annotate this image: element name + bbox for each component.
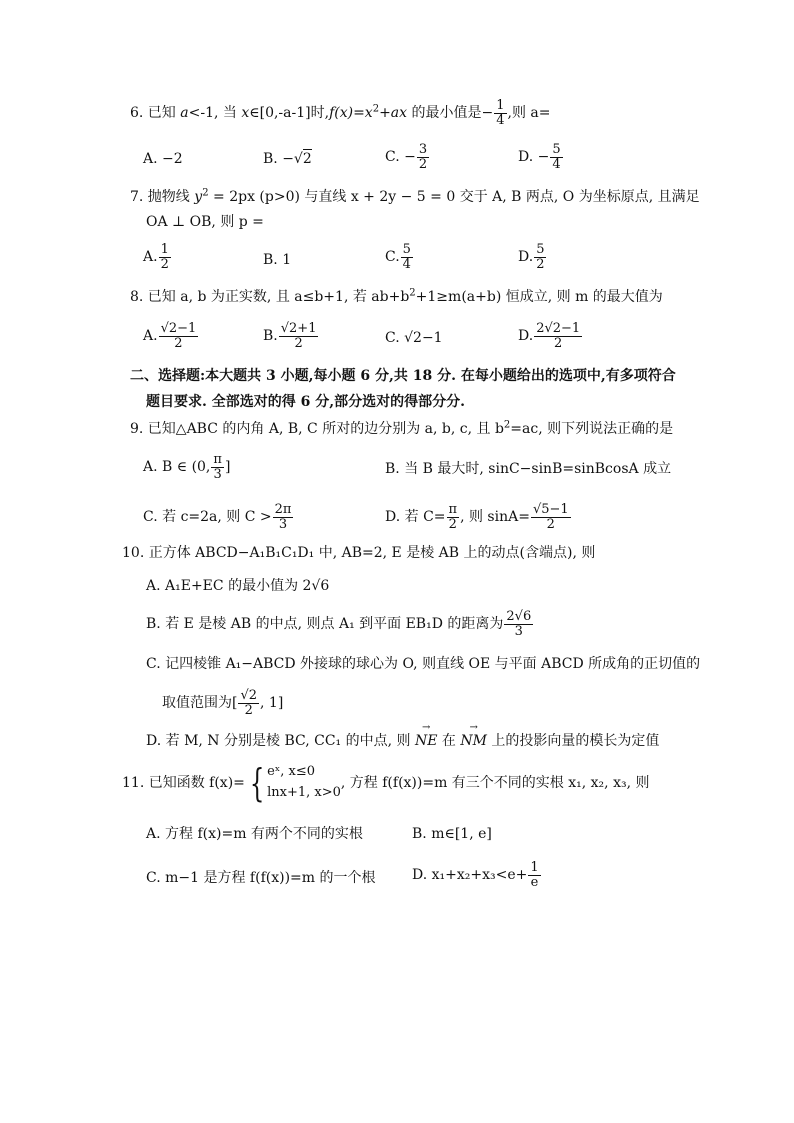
q11-option-b: B. m∈[1, e]	[412, 826, 492, 842]
q7-option-d	[518, 243, 547, 271]
q7-text-b: y	[194, 189, 203, 205]
section-2-header: 二、选择题:本大题共 3 小题,每小题 6 分,共 18 分. 在每小题给出的选项中,有多项符合	[130, 368, 676, 384]
q6-text-d: x	[241, 105, 250, 122]
q10-option-b	[146, 610, 534, 638]
q9-option-d-den2: 2	[546, 516, 555, 532]
question-10-stem: 10. 正方体 ABCD−A₁B₁C₁D₁ 中, AB=2, E 是棱 AB 上的动点(含端点), 则	[122, 545, 596, 561]
q6-option-b-pre: B. −√	[263, 151, 303, 167]
q11-option-d-frac	[528, 861, 540, 889]
q8-option-a-num: √2−1	[160, 321, 197, 336]
question-7-stem-line2: OA ⊥ OB, 则 p =	[146, 214, 264, 230]
q10-option-c-frac	[238, 689, 259, 717]
q7-option-a	[143, 243, 172, 271]
q8-text-c: +1≥m(a+b) 恒成立, 则 m 的最大值为	[415, 289, 663, 305]
q6-option-d-frac	[550, 143, 562, 171]
q10-option-c-pre: 取值范围为[	[162, 695, 238, 712]
q7-option-b: B. 1	[263, 252, 292, 268]
q7-option-c	[385, 243, 414, 271]
q9-option-a-den: 3	[213, 466, 222, 482]
q9-option-a-frac	[211, 453, 224, 481]
q9-option-a	[143, 453, 230, 481]
q9-option-d	[385, 503, 572, 531]
q10-option-a: A. A₁E+EC 的最小值为 2√6	[146, 578, 330, 594]
q11-option-a: A. 方程 f(x)=m 有两个不同的实根	[146, 826, 363, 842]
q11-option-d-pre: D. x₁+x₂+x₃<e+	[412, 867, 528, 884]
q6-option-d-pre: D. −	[518, 149, 550, 166]
q9-option-a-num: π	[213, 452, 222, 467]
q6-option-b-rad: 2	[302, 151, 312, 167]
q10-option-b-frac	[504, 610, 533, 638]
q11-text-pre: 11. 已知函数 f(x)=	[122, 774, 245, 791]
q7-option-c-pre: C.	[385, 249, 400, 266]
q9-option-d-frac	[447, 503, 460, 531]
q10-option-d-pre: D. 若 M, N 分别是棱 BC, CC₁ 的中点, 则	[146, 733, 415, 749]
q9-option-d-pre: D. 若 C=	[385, 509, 446, 526]
q8-option-a-den: 2	[174, 335, 183, 351]
q6-option-c	[385, 143, 430, 171]
section-2-header-line2: 题目要求. 全部选对的得 6 分,部分选对的得部分分.	[146, 394, 465, 410]
q11-option-d-den: e	[530, 874, 539, 890]
q9-option-d-den: 2	[448, 516, 457, 532]
q6-option-b	[263, 151, 312, 168]
question-11-stem	[122, 762, 649, 804]
q10-option-c-line2	[162, 689, 283, 717]
q11-case-2: lnx+1, x>0	[267, 784, 341, 800]
q9-option-c-frac	[273, 503, 294, 531]
q11-option-d	[412, 861, 542, 889]
q10-vector-nm: → NM	[460, 733, 487, 750]
q9-text-c: =ac, 则下列说法正确的是	[510, 421, 674, 437]
q11-option-d-num: 1	[530, 860, 539, 875]
q8-option-b-num: √2+1	[280, 321, 317, 336]
q7-option-c-num: 5	[402, 242, 411, 257]
q6-fraction	[494, 99, 506, 127]
q6-text-a: 6. 已知	[130, 105, 181, 122]
q6-text-e: ∈[0,-a-1]时,	[249, 105, 330, 122]
q7-text-a: 7. 抛物线	[130, 189, 195, 205]
q11-piecewise	[267, 762, 341, 804]
q9-option-c-den: 3	[278, 516, 288, 532]
q8-option-d-pre: D.	[518, 328, 534, 345]
q6-option-d-num: 5	[552, 142, 561, 157]
q6-frac-num: 1	[496, 98, 505, 113]
q8-sup: 2	[409, 287, 416, 299]
q6-text-b: a	[180, 105, 189, 122]
brace-symbol: {	[249, 760, 265, 805]
q7-option-a-pre: A.	[143, 249, 158, 266]
q6-option-c-den: 2	[418, 156, 428, 172]
q7-sup: 2	[202, 187, 209, 199]
question-6-stem	[130, 99, 551, 127]
q6-text-f: f(x)=x	[329, 105, 373, 122]
q8-option-a	[143, 322, 199, 350]
q9-option-d-num: π	[448, 502, 458, 517]
q9-option-d-num2: √5−1	[532, 502, 569, 517]
q9-option-c	[143, 503, 294, 531]
q8-option-d-num: 2√2−1	[536, 321, 581, 336]
q7-option-a-num: 1	[160, 242, 169, 257]
q7-option-a-den: 2	[160, 256, 169, 272]
q8-option-d-den: 2	[554, 335, 563, 351]
q9-option-c-num: 2π	[274, 502, 292, 517]
q10-option-d	[146, 733, 659, 750]
q7-option-a-frac	[159, 243, 171, 271]
q9-option-a-pre: A. B ∈ (0,	[143, 459, 211, 476]
q8-option-a-pre: A.	[143, 328, 158, 345]
q6-option-c-pre: C. −	[385, 149, 416, 166]
q7-text-d: = 2px (p>0) 与直线 x + 2y − 5 = 0 交于 A, B 两点, O 为坐标原点, 且满足	[208, 189, 700, 205]
q10-option-c-post: , 1]	[260, 695, 284, 712]
q8-option-b	[263, 322, 319, 350]
q6-text-c: <-1, 当	[188, 105, 242, 122]
q7-option-d-den: 2	[536, 256, 545, 272]
q8-option-c: C. √2−1	[385, 330, 443, 346]
q7-option-c-frac	[401, 243, 413, 271]
q9-option-a-post: ]	[224, 459, 231, 476]
q8-option-a-frac	[159, 322, 199, 350]
q9-text-a: 9. 已知△ABC 的内角 A, B, C 所对的边分别为 a, b, c, 且 b	[130, 421, 504, 437]
q10-option-b-pre: B. 若 E 是棱 AB 的中点, 则点 A₁ 到平面 EB₁D 的距离为	[146, 616, 504, 633]
q10-option-c-den: 2	[244, 702, 253, 718]
q7-option-c-den: 4	[402, 256, 411, 272]
q11-case-1: eˣ, x≤0	[267, 764, 316, 779]
q10-option-d-post: 上的投影向量的模长为定值	[486, 733, 660, 749]
q6-option-a: A. −2	[143, 151, 183, 167]
question-9-stem	[130, 421, 673, 438]
question-8-stem	[130, 289, 663, 306]
q9-option-b: B. 当 B 最大时, sinC−sinB=sinBcosA 成立	[385, 461, 672, 477]
q7-option-d-pre: D.	[518, 249, 534, 266]
q6-text-i: 的最小值是−	[407, 105, 494, 122]
q11-text-post: , 方程 f(f(x))=m 有三个不同的实根 x₁, x₂, x₃, 则	[340, 774, 650, 791]
q10-option-c-num: √2	[240, 688, 258, 703]
q10-option-b-den: 3	[514, 623, 523, 639]
q7-option-d-num: 5	[536, 242, 545, 257]
q8-option-b-frac	[279, 322, 319, 350]
q8-option-b-pre: B.	[263, 328, 278, 345]
q10-option-d-mid: 在	[437, 733, 461, 749]
q9-option-c-pre: C. 若 c=2a, 则 C >	[143, 509, 272, 526]
q9-option-d-frac2	[531, 503, 571, 531]
q8-option-b-den: 2	[294, 335, 303, 351]
q10-vector-ne: → NE	[415, 733, 437, 750]
q6-text-j: ,则 a=	[507, 105, 551, 122]
q10-option-b-num: 2√6	[506, 609, 532, 624]
q9-option-d-mid: , 则 sinA=	[460, 509, 530, 526]
q11-option-c: C. m−1 是方程 f(f(x))=m 的一个根	[146, 870, 376, 886]
q6-sup: 2	[372, 103, 380, 115]
q6-option-c-num: 3	[418, 142, 428, 157]
q10-option-c: C. 记四棱锥 A₁−ABCD 外接球的球心为 O, 则直线 OE 与平面 ABCD 所成角的正切值的	[146, 656, 701, 672]
q6-option-d	[518, 143, 564, 171]
q7-option-d-frac	[534, 243, 546, 271]
q6-option-d-den: 4	[552, 156, 561, 172]
q8-option-d-frac	[534, 322, 582, 350]
q9-sup: 2	[503, 419, 511, 431]
q8-text-a: 8. 已知 a, b 为正实数, 且 a≤b+1, 若 ab+b	[130, 289, 410, 305]
q8-option-d	[518, 322, 583, 350]
q6-text-h: +ax	[379, 105, 408, 122]
q6-option-c-frac	[417, 143, 429, 171]
question-7-stem	[130, 189, 700, 206]
q6-frac-den: 4	[496, 112, 505, 128]
